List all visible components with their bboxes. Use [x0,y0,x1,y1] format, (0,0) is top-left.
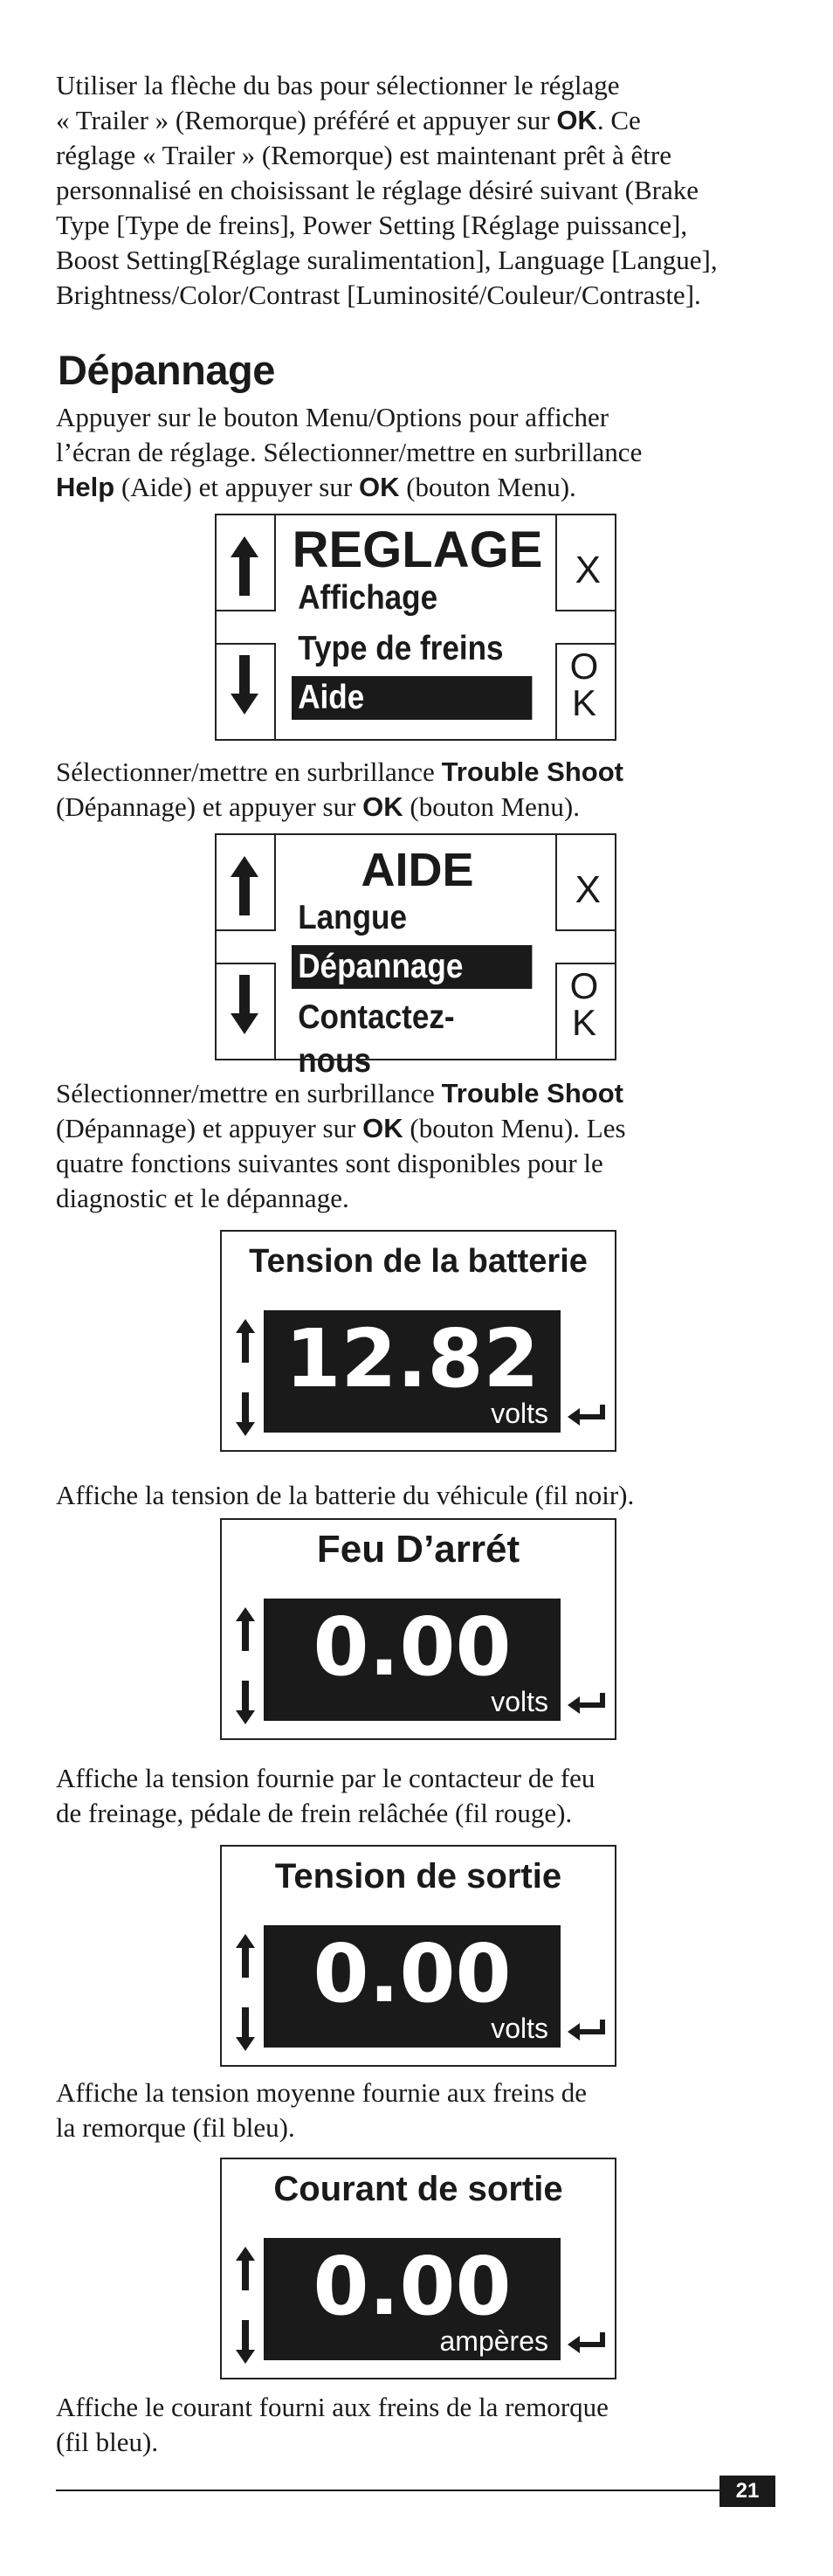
return-arrow-icon[interactable] [568,2018,606,2041]
p3-line-4: diagnostic et le dépannage. [56,1183,349,1213]
value-readout: 0.00 [313,1927,512,2020]
footer-rule [56,2490,719,2491]
help-keyword: Help [56,472,115,502]
select-line-2 [56,790,772,825]
select-line-2-text: (Dépannage) et appuyer sur [56,791,363,822]
ok-keyword: OK [358,472,400,502]
ok-letter-k: K [571,682,596,723]
help-line-3-end: (bouton Menu). [399,472,576,502]
close-button[interactable]: X [575,549,601,591]
menu-title: REGLAGE [292,521,543,578]
select-line-1 [56,755,772,790]
p3-line-1-text: Sélectionner/mettre en surbrillance [56,1078,442,1108]
trouble-shoot-keyword: Trouble Shoot [441,756,623,787]
ok-button[interactable] [569,965,599,1043]
value-display [264,1310,561,1433]
close-button[interactable]: X [575,868,601,911]
right-button-column [555,835,615,1059]
intro-line-2 [56,103,772,138]
ok-keyword: OK [362,791,403,822]
down-arrow-icon[interactable] [227,653,262,716]
intro-line-6: Boost Setting[Réglage suralimentation], Language [Langue], [56,245,718,275]
up-arrow-icon[interactable] [236,1607,255,1651]
down-arrow-icon[interactable] [227,973,262,1036]
value-readout: 0.00 [313,2240,512,2333]
section-title: Dépannage [58,347,275,393]
left-arrow-column [217,515,276,739]
intro-line-1: Utiliser la flèche du bas pour sélectionner le réglage [56,70,620,100]
caption-line-1: Affiche le courant fourni aux freins de la remorque [56,2392,609,2422]
p3-line-3: quatre fonctions suivantes sont disponibles pour le [56,1148,603,1178]
menu-item-display[interactable]: Affichage [298,579,438,617]
caption-line-1: Affiche la tension fournie par le contacteur de feu [56,1763,595,1793]
caption-line-2: la remorque (fil bleu). [56,2112,295,2143]
ok-keyword: OK [362,1113,403,1143]
down-arrow-icon[interactable] [236,2007,255,2051]
output-current-caption [56,2390,772,2460]
ok-letter-o: O [569,965,599,1006]
unit-label: volts [491,1398,548,1429]
select-line-1-text: Sélectionner/mettre en surbrillance [56,756,442,787]
up-arrow-icon[interactable] [236,2247,255,2290]
intro-line-2-end: . Ce [596,105,641,135]
down-arrow-icon[interactable] [236,2320,255,2364]
p3-line-1 [56,1076,772,1111]
up-arrow-icon[interactable] [236,1934,255,1978]
brake-light-screen [220,1518,616,1740]
p3-line-2-end: (bouton Menu). Les [403,1113,626,1143]
down-arrow-icon[interactable] [236,1681,255,1724]
value-readout: 0.00 [313,1600,512,1694]
intro-line-3: réglage « Trailer » (Remorque) est maintenant prêt à être [56,140,671,170]
p3-line-2-text: (Dépannage) et appuyer sur [56,1113,363,1143]
menu-item-help[interactable]: Aide [292,676,532,720]
up-arrow-icon[interactable] [227,854,262,917]
screen-title: Tension de la batterie [249,1243,588,1280]
battery-caption [56,1478,772,1513]
ok-letter-o: O [569,646,599,687]
unit-label: ampères [439,2325,548,2357]
output-voltage-caption [56,2075,772,2145]
setup-menu-screen [215,514,616,741]
value-display [264,1599,561,1721]
value-display [264,1925,561,2048]
intro-paragraph [56,68,772,313]
return-arrow-icon[interactable] [568,1691,606,1714]
caption-line-1: Affiche la tension de la batterie du véhicule (fil noir). [56,1480,635,1510]
intro-line-7: Brightness/Color/Contrast [Luminosité/Couleur/Contraste]. [56,280,701,310]
brake-light-caption [56,1761,772,1831]
output-current-screen [220,2158,616,2379]
output-voltage-screen [220,1845,616,2067]
intro-line-2-text: « Trailer » (Remorque) préféré et appuyer sur [56,105,557,135]
screen-title: Feu D’arrét [316,1528,520,1571]
screen-title: Courant de sortie [273,2170,563,2208]
return-arrow-icon[interactable] [568,1403,606,1426]
up-arrow-icon[interactable] [236,1319,255,1363]
ok-button[interactable] [569,648,599,722]
unit-label: volts [491,1686,548,1717]
down-arrow-icon[interactable] [236,1392,255,1436]
left-arrow-column [217,835,276,1059]
value-display [264,2238,561,2360]
up-arrow-icon[interactable] [227,535,262,597]
trouble-shoot-keyword: Trouble Shoot [441,1078,623,1108]
help-paragraph [56,400,772,505]
help-menu-screen [215,833,616,1080]
menu-item-language[interactable]: Langue [298,899,408,936]
help-line-3-text: (Aide) et appuyer sur [114,472,359,502]
screen-title: Tension de sortie [274,1857,562,1896]
help-line-2: l’écran de réglage. Sélectionner/mettre en surbrillance [56,437,643,467]
intro-line-5: Type [Type de freins], Power Setting [Réglage puissance], [56,210,688,240]
menu-item-contact[interactable]: Contactez-nous [298,998,455,1080]
caption-line-2: (fil bleu). [56,2427,159,2457]
caption-line-2: de freinage, pédale de frein relâchée (fil rouge). [56,1798,573,1828]
select-paragraph-1 [56,755,772,825]
battery-voltage-screen [220,1230,616,1452]
page-number: 21 [719,2476,775,2507]
intro-line-4: personnalisé en choisissant le réglage désiré suivant (Brake [56,175,699,205]
p3-line-2 [56,1111,772,1146]
right-button-column [555,515,615,739]
select-line-2-end: (bouton Menu). [403,791,581,822]
ok-letter-k: K [571,1002,596,1043]
ok-keyword: OK [556,105,597,135]
help-line-3 [56,470,772,505]
menu-item-troubleshoot[interactable]: Dépannage [292,945,532,989]
menu-title: AIDE [361,844,474,896]
select-paragraph-2 [56,1076,772,1216]
help-line-1: Appuyer sur le bouton Menu/Options pour afficher [56,402,609,432]
unit-label: volts [491,2013,548,2044]
caption-line-1: Affiche la tension moyenne fournie aux freins de [56,2077,588,2108]
return-arrow-icon[interactable] [568,2331,606,2353]
menu-item-brake-type[interactable]: Type de freins [298,630,504,667]
value-readout: 12.82 [285,1312,540,1405]
